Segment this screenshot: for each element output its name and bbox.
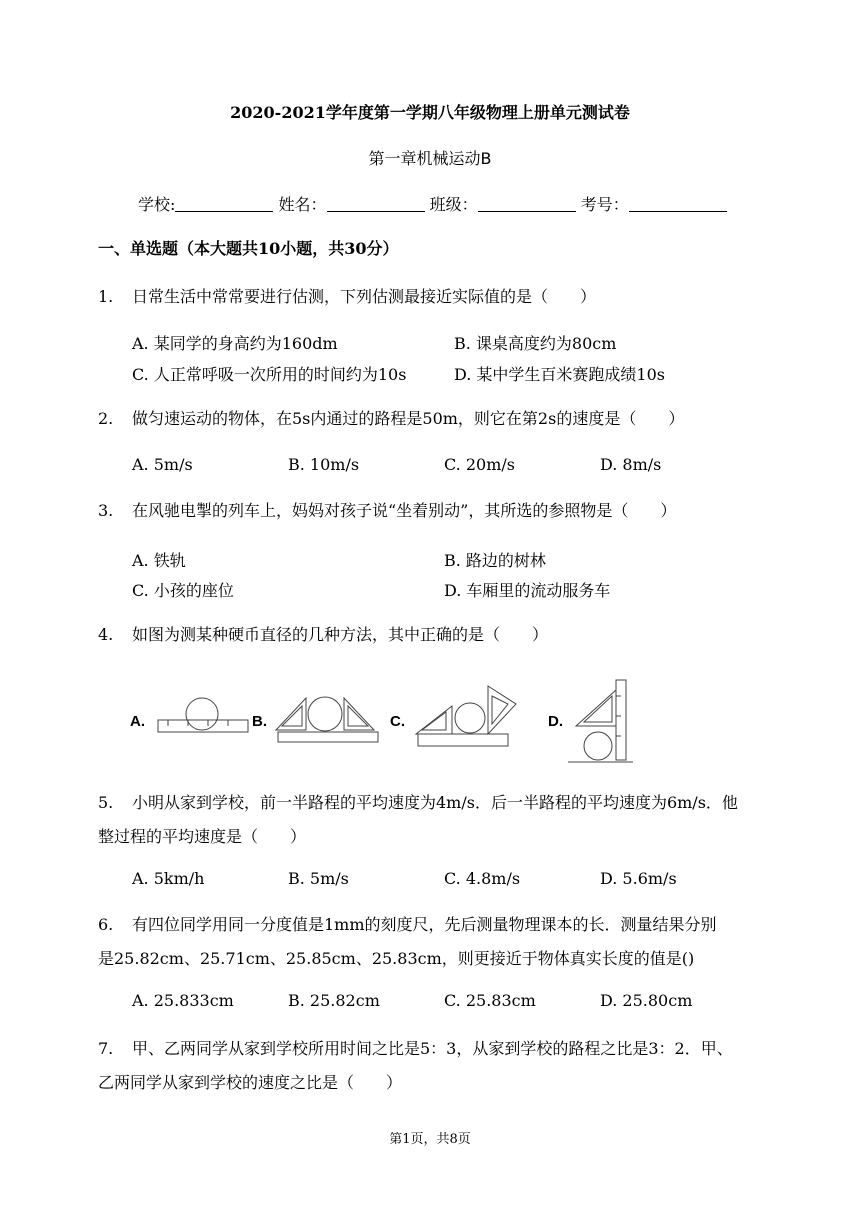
option-b[interactable]: B. 25.82cm <box>288 991 380 1010</box>
page-footer: 第1页，共8页 <box>389 1132 471 1147</box>
figure-label-c: C. <box>390 713 405 730</box>
figure-a <box>158 698 248 732</box>
question-stem: 如图为测某种硬币直径的几种方法，其中正确的是（ ） <box>132 625 549 644</box>
question-number: 5. <box>98 793 114 812</box>
figure-label-b: B. <box>252 713 267 730</box>
school-blank[interactable] <box>175 197 273 212</box>
page-subtitle: 第一章机械运动B <box>368 149 492 168</box>
option-a[interactable]: A. 某同学的身高约为160dm <box>132 334 338 353</box>
question-stem: 做匀速运动的物体，在5s内通过的路程是50m，则它在第2s的速度是（ ） <box>132 409 685 428</box>
school-label: 学校: <box>138 195 176 214</box>
question-2 <box>98 402 778 436</box>
question-stem-line-2: 整过程的平均速度是（ ） <box>98 827 307 846</box>
option-c[interactable]: C. 20m/s <box>444 455 515 474</box>
option-a[interactable]: A. 铁轨 <box>132 551 186 570</box>
option-a[interactable]: A. 5m/s <box>132 455 193 474</box>
question-stem: 小明从家到学校，前一半路程的平均速度为4m/s．后一半路程的平均速度为6m/s．他 <box>132 793 738 812</box>
figure-c <box>416 686 516 746</box>
question-stem-line-2: 是25.82cm、25.71cm、25.85cm、25.83cm，则更接近于物体真实长度的值是() <box>98 949 695 968</box>
option-a[interactable]: A. 25.833cm <box>132 991 234 1010</box>
section-heading: 一、单选题（本大题共10小题，共30分） <box>98 239 399 258</box>
question-number: 1. <box>98 287 114 306</box>
name-blank[interactable] <box>327 197 425 212</box>
question-4 <box>98 618 778 652</box>
option-a[interactable]: A. 5km/h <box>132 869 205 888</box>
option-d[interactable]: D. 25.80cm <box>600 991 693 1010</box>
coin-measurement-figure <box>128 676 648 774</box>
option-d[interactable]: D. 某中学生百米赛跑成绩10s <box>454 365 666 384</box>
option-b[interactable]: B. 课桌高度约为80cm <box>454 334 617 353</box>
question-number: 3. <box>98 501 114 520</box>
id-label: 考号： <box>580 195 629 214</box>
question-stem-line-2: 乙两同学从家到学校的速度之比是（ ） <box>98 1073 403 1092</box>
option-c[interactable]: C. 25.83cm <box>444 991 536 1010</box>
option-b[interactable]: B. 10m/s <box>288 455 360 474</box>
option-d[interactable]: D. 车厢里的流动服务车 <box>444 581 611 600</box>
option-c[interactable]: C. 人正常呼吸一次所用的时间约为10s <box>132 365 407 384</box>
question-6 <box>98 908 778 976</box>
figure-label-d: D. <box>548 713 563 730</box>
question-3 <box>98 494 778 528</box>
question-number: 6. <box>98 915 114 934</box>
option-c[interactable]: C. 小孩的座位 <box>132 581 234 600</box>
figure-d <box>568 680 633 762</box>
question-number: 4. <box>98 625 114 644</box>
question-1 <box>98 280 778 314</box>
question-stem: 在风驰电掣的列车上，妈妈对孩子说“坐着别动”，其所选的参照物是（ ） <box>132 501 677 520</box>
figure-b <box>276 697 378 742</box>
option-c[interactable]: C. 4.8m/s <box>444 869 521 888</box>
name-label: 姓名： <box>278 195 327 214</box>
option-b[interactable]: B. 5m/s <box>288 869 349 888</box>
figure-label-a: A. <box>130 713 145 730</box>
question-7 <box>98 1032 778 1100</box>
option-d[interactable]: D. 8m/s <box>600 455 662 474</box>
question-stem: 甲、乙两同学从家到学校所用时间之比是5：3，从家到学校的路程之比是3：2．甲、 <box>132 1039 733 1058</box>
class-label: 班级： <box>429 195 478 214</box>
id-blank[interactable] <box>629 197 727 212</box>
question-stem: 日常生活中常常要进行估测，下列估测最接近实际值的是（ ） <box>132 287 597 306</box>
question-number: 2. <box>98 409 114 428</box>
option-d[interactable]: D. 5.6m/s <box>600 869 677 888</box>
question-5 <box>98 786 778 854</box>
option-b[interactable]: B. 路边的树林 <box>444 551 546 570</box>
page-title: 2020-2021学年度第一学期八年级物理上册单元测试卷 <box>230 103 630 122</box>
student-info-line <box>138 192 727 215</box>
question-number: 7. <box>98 1039 114 1058</box>
question-stem: 有四位同学用同一分度值是1mm的刻度尺，先后测量物理课本的长．测量结果分别 <box>132 915 717 934</box>
class-blank[interactable] <box>478 197 576 212</box>
